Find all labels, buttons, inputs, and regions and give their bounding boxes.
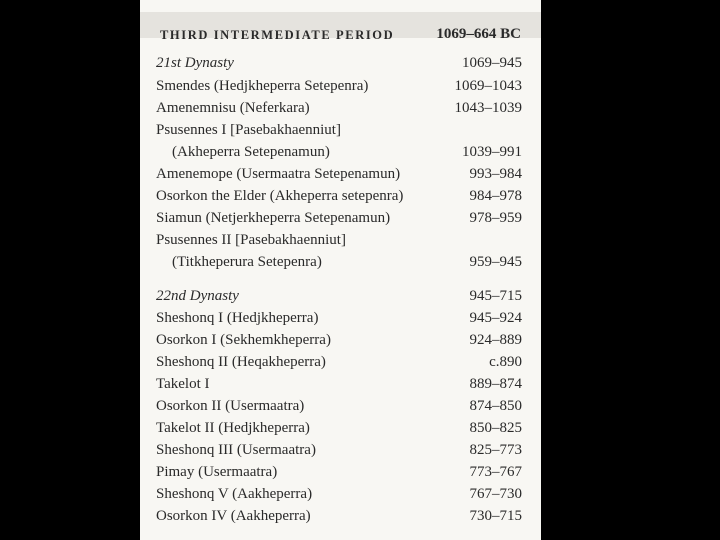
ruler-years: 767–730 xyxy=(469,486,522,502)
ruler-years: 993–984 xyxy=(469,166,522,182)
ruler-name: Osorkon the Elder (Akheperra setepenra) xyxy=(156,188,404,204)
ruler-row xyxy=(140,97,541,119)
period-dates: 1069–664 BC xyxy=(436,26,521,42)
period-title: THIRD INTERMEDIATE PERIOD xyxy=(160,28,395,42)
ruler-name: Amenemope (Usermaatra Setepenamun) xyxy=(156,166,401,182)
ruler-row xyxy=(140,329,541,351)
ruler-row xyxy=(140,373,541,395)
ruler-row xyxy=(140,163,541,185)
ruler-row xyxy=(140,52,541,74)
ruler-row xyxy=(140,505,541,527)
ruler-years: 1069–1043 xyxy=(454,78,522,94)
ruler-row xyxy=(140,207,541,229)
ruler-years: 945–924 xyxy=(469,310,522,326)
ruler-row xyxy=(140,229,541,251)
ruler-row xyxy=(140,75,541,97)
ruler-years: 889–874 xyxy=(469,376,522,392)
ruler-row xyxy=(140,461,541,483)
ruler-name: Takelot I xyxy=(156,376,210,392)
ruler-row xyxy=(140,251,541,273)
ruler-years: 978–959 xyxy=(469,210,522,226)
ruler-row xyxy=(140,285,541,307)
ruler-years: 959–945 xyxy=(469,254,522,270)
ruler-name: (Akheperra Setepenamun) xyxy=(172,144,330,160)
ruler-row xyxy=(140,307,541,329)
ruler-name: Sheshonq I (Hedjkheperra) xyxy=(156,310,319,326)
ruler-name: Psusennes I [Pasebakhaenniut] xyxy=(156,122,341,138)
ruler-years: 1039–991 xyxy=(462,144,522,160)
ruler-name: Osorkon I (Sekhemkheperra) xyxy=(156,332,331,348)
period-header xyxy=(140,12,541,42)
ruler-name: 21st Dynasty xyxy=(156,55,234,71)
ruler-row xyxy=(140,395,541,417)
ruler-name: Osorkon IV (Aakheperra) xyxy=(156,508,311,524)
ruler-row xyxy=(140,483,541,505)
ruler-name: Siamun (Netjerkheperra Setepenamun) xyxy=(156,210,391,226)
ruler-years: 984–978 xyxy=(469,188,522,204)
ruler-years: 945–715 xyxy=(469,288,522,304)
ruler-name: Sheshonq II (Heqakheperra) xyxy=(156,354,326,370)
ruler-name: Psusennes II [Pasebakhaenniut] xyxy=(156,232,346,248)
ruler-name: Pimay (Usermaatra) xyxy=(156,464,278,480)
ruler-row xyxy=(140,439,541,461)
ruler-years: 1069–945 xyxy=(462,55,522,71)
ruler-row xyxy=(140,351,541,373)
ruler-name: Takelot II (Hedjkheperra) xyxy=(156,420,310,436)
ruler-years: 924–889 xyxy=(469,332,522,348)
ruler-years: 874–850 xyxy=(469,398,522,414)
ruler-name: Osorkon II (Usermaatra) xyxy=(156,398,305,414)
ruler-row xyxy=(140,119,541,141)
ruler-years: 1043–1039 xyxy=(454,100,522,116)
ruler-years: 730–715 xyxy=(469,508,522,524)
ruler-years: 850–825 xyxy=(469,420,522,436)
book-page xyxy=(140,0,541,540)
ruler-years: c.890 xyxy=(489,354,522,370)
ruler-name: Sheshonq V (Aakheperra) xyxy=(156,486,313,502)
ruler-years: 773–767 xyxy=(469,464,522,480)
ruler-name: 22nd Dynasty xyxy=(156,288,239,304)
ruler-name: Amenemnisu (Neferkara) xyxy=(156,100,310,116)
ruler-name: Smendes (Hedjkheperra Setepenra) xyxy=(156,78,369,94)
ruler-row xyxy=(140,417,541,439)
ruler-name: Sheshonq III (Usermaatra) xyxy=(156,442,316,458)
ruler-row xyxy=(140,141,541,163)
ruler-name: (Titkheperura Setepenra) xyxy=(172,254,322,270)
ruler-years: 825–773 xyxy=(469,442,522,458)
ruler-row xyxy=(140,185,541,207)
